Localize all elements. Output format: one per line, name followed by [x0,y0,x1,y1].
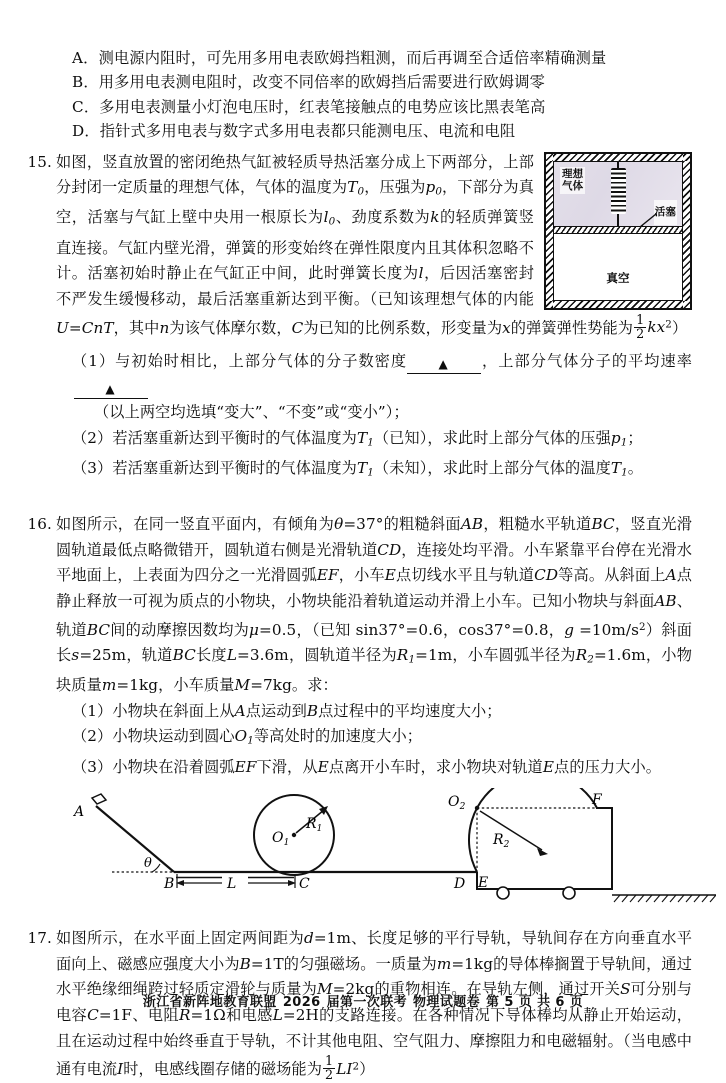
question-16-part-1: （1）小物块在斜面上从A点运动到B点过程中的平均速度大小； [72,701,502,720]
radius-R2-arrow [480,811,548,856]
label-R1: $R_1$ [306,816,323,835]
piston [554,226,682,234]
label-theta: θ [144,856,152,872]
symbol-T1-unknown: T1 [356,458,374,479]
question-15 [22,150,692,487]
symbol-M: M [234,676,251,695]
option-a-text: 测电源内阻时，可先用多用电表欧姆挡粗测，而后再调至合适倍率精确测量 [98,49,607,67]
ideal-gas-label: 理想 气体 [562,167,584,193]
formula-internal-energy: U=CnT [56,318,114,337]
option-c [22,95,692,119]
symbol-C: C [291,318,304,337]
symbol-point-B: B [306,701,319,720]
vacuum-label: 真空 [606,270,630,285]
cart [477,808,612,892]
footer-subject: 物理试题卷 [413,995,481,1010]
symbol-CD: CD [377,540,402,559]
question-16-text: 如图所示，在同一竖直平面内，有倾角为θ=37°的粗糙斜面AB，粗糙水平轨道BC，竖直光滑圆轨道最低点略微错开，圆轨道右侧是光滑轨道CD，连接处均平滑。小车紧靠平台停在光滑水平地面上，上表面为四分之一光滑圆弧EF，小车E点切线水平且与轨道CD等高。从斜面上A点静止释放一可视为质点的小物块，小物块能沿着轨道运动并滑上小车。已知小物块与斜面AB、轨道BC间的动摩擦因数均为μ=0.5，（已知 sin37°=0.6，cos37°=0.8，$g =10m/s^2$）斜面长s=25m，轨道BC长度L=3.6m，圆轨道半径为R1=1m，小车圆弧半径为R2=1.6m，小物块质量m=1kg，小车质量M=7kg。求： [56,515,693,695]
label-O1: $O_1$ [272,830,290,849]
symbol-x: x [502,318,511,337]
symbol-B-field: B [239,954,251,973]
question-16-part-3: （3）小物块在沿着圆弧EF下滑，从E点离开小车时，求小物块对轨道E点的压力大小。 [72,757,662,776]
symbol-BC: BC [591,515,615,534]
cart-arc-EF [469,788,597,872]
option-c-text: 多用电表测量小灯泡电压时，红表笔接触点的电势应该比黑表笔高 [99,97,546,116]
cylinder-interior [553,161,683,301]
symbol-EF: EF [316,566,339,585]
symbol-point-A: A [234,701,246,720]
multiple-choice-options [22,46,692,144]
symbol-T1-answer: T1 [610,458,628,479]
symbol-capacitance: C [87,1006,99,1024]
symbol-p0: p0 [425,178,443,198]
question-15-part-1: （1）与初始时相比，上部分气体的分子数密度 ▲ ，上部分气体分子的平均速率▲ [56,349,692,400]
symbol-l: l [418,264,424,283]
symbol-d: d [304,929,314,948]
question-16-figure [56,788,716,908]
formula-spring-pe: $kx^2$ [647,318,672,337]
label-F: F [592,792,602,809]
question-15-part-3: （3）若活塞重新达到平衡时的气体温度为T1（未知），求此时上部分气体的温度T1。 [72,458,644,479]
symbol-g: g [564,620,575,639]
question-17-text: 如图所示，在水平面上固定两间距为d=1m、长度足够的平行导轨，导轨间存在方向垂直水平面向上、磁感应强度大小为B=1T的匀强磁场。一质量为m=1kg的导体棒搁置于导轨间，通过水平绝缘细绳跨过轻质定滑轮与质量为M=2kg的重物相连。在导轨左侧，通过开关S可分别与电容C=1F、电阻R=1Ω和电感L=2H的支路连接。在各种情况下导体棒均从静止开始运动，且在运动过程中始终垂直于导轨，不计其他电阻、空气阻力、摩擦阻力和电磁辐射。（当电感中通有电流I时，电感线圈存储的磁场能为 $\frac{1}{2}$ $LI^2$） [56,929,693,1083]
symbol-center-O1: O1 [234,727,254,748]
label-O2: $O_2$ [448,794,466,813]
symbol-m: m [101,676,117,695]
fraction-one-half: $\frac{1}{2}$ [636,312,645,342]
symbol-mu: μ [249,620,260,639]
option-b [22,70,692,94]
symbol-m-rod: m [436,954,452,973]
symbol-k: k [430,208,440,227]
symbol-current-I: I [117,1059,124,1078]
question-17-number: 17. [27,929,52,948]
symbol-A: A [665,566,677,585]
answer-blank-2[interactable]: ▲ [74,381,148,399]
label-L: L [227,876,237,893]
label-R2: $R_2$ [493,832,510,851]
block-on-incline [92,794,106,804]
symbol-L: L [226,645,238,664]
fraction-one-half-2: $\frac{1}{2}$ [325,1054,334,1083]
label-C: C [299,876,310,893]
label-E: E [478,875,489,892]
symbol-R2: R2 [575,645,594,666]
symbol-T1: T1 [356,428,374,449]
spring-coil-icon [611,168,626,214]
symbol-AB: AB [460,515,484,534]
symbol-arc-EF: EF [234,757,257,776]
label-D: D [454,876,466,893]
symbol-CD-2: CD [534,566,559,585]
option-c-label: C． [72,97,100,116]
option-d-text: 指针式多用电表与数字式多用电表都只能测电压、电流和电阻 [99,122,516,141]
symbol-E: E [384,566,396,585]
option-d [22,119,692,143]
symbol-switch-S: S [620,980,631,999]
cart-wheel-left [497,887,509,899]
page-footer [0,991,726,1010]
answer-blank-1[interactable]: ▲ [407,356,481,374]
question-15-part-2: （2）若活塞重新达到平衡时的气体温度为T1（已知），求此时上部分气体的压强p1； [72,428,643,449]
loop-center-point [292,833,296,837]
option-b-label: B． [72,73,99,92]
angle-arc-theta [152,864,160,872]
question-16-number: 16. [27,515,52,534]
option-b-text: 用多用电表测电阻时，改变不同倍率的欧姆挡后需要进行欧姆调零 [98,73,545,92]
incline-surface-AB [96,806,174,872]
symbol-p1: p1 [610,428,628,449]
question-15-figure [544,152,692,310]
label-A: A [74,804,85,821]
cart-wheel-right [563,887,575,899]
symbol-AB-2: AB [654,591,677,610]
option-a [22,46,692,70]
footer-page-number: 第 5 页 共 6 页 [486,995,584,1010]
footer-organization: 浙江省新阵地教育联盟 [142,995,277,1010]
formula-magnetic-energy: $LI^2$ [336,1059,360,1078]
symbol-s: s [71,645,80,664]
symbol-l0: l0 [323,208,336,229]
symbol-BC-3: BC [172,645,196,664]
symbol-M-weight: M [317,980,333,999]
symbol-n: n [159,318,170,337]
symbol-point-E: E [317,757,329,776]
question-16 [22,512,692,908]
symbol-T0: T0 [347,178,365,198]
piston-label: 活塞 [654,200,677,226]
symbol-R1: R1 [396,645,416,666]
question-15-text: 如图，竖直放置的密闭绝热气缸被轻质导热活塞分成上下两部分，上部分封闭一定质量的理想气体，气体的温度为T0，压强为p0，下部分为真空，活塞与气缸上壁中央用一根原长为l0、劲度系数为k的轻质弹簧竖直连接。气缸内壁光滑，弹簧的形变始终在弹性限度内且其体积忽略不计。活塞初始时静止在气缸正中间，此时弹簧长度为l，后因活塞密封不严发生缓慢移动，最后活塞重新达到平衡。（已知该理想气体的内能U=CnT，其中n为该气体摩尔数，C为已知的比例系数，形变量为x的弹簧弹性势能为 $\frac{1}{2}$ $kx^2$） [56,152,688,342]
symbol-theta: θ [334,515,344,534]
question-16-part-2: （2）小物块运动到圆心O1等高处时的加速度大小； [72,727,423,748]
symbol-point-E-2: E [542,757,555,776]
symbol-resistance: R [178,1006,191,1024]
option-a-label: A． [72,49,99,67]
symbol-inductance: L [272,1006,283,1024]
symbol-BC-2: BC [86,620,111,639]
footer-year: 2026 [282,995,321,1010]
question-15-part-1-note: （以上两空均选填“变大”、“不变”或“变小”）； [94,403,409,422]
option-d-label: D． [72,122,100,141]
footer-exam: 届第一次联考 [326,995,408,1010]
label-B: B [164,876,175,893]
ground-hatching [614,895,716,902]
incline-loop-cart-diagram [56,788,716,908]
question-15-number: 15. [27,152,52,171]
